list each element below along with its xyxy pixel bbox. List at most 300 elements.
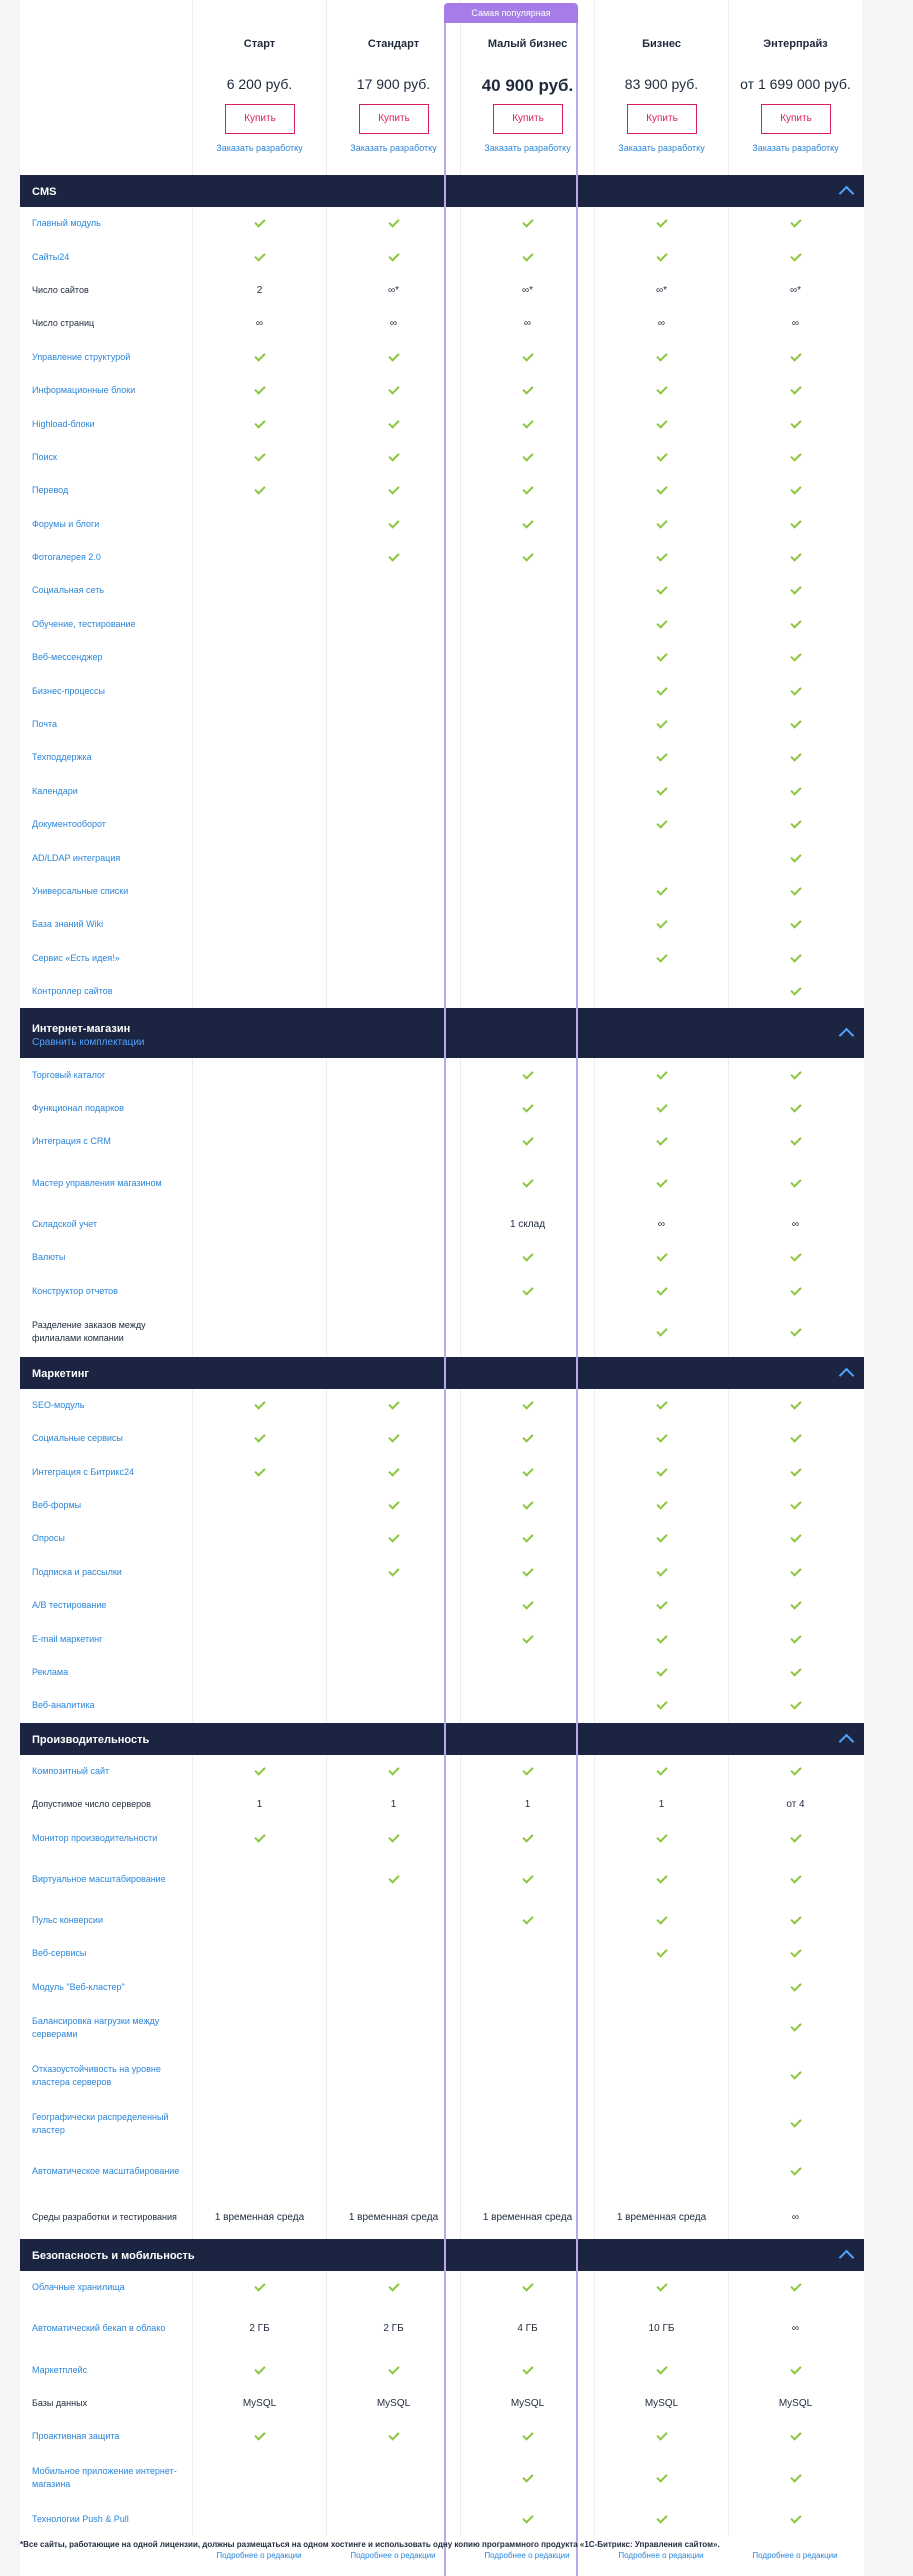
check-icon	[522, 1176, 533, 1187]
feature-cell	[326, 1689, 460, 1722]
feature-cell	[728, 1622, 862, 1655]
feature-label[interactable]: Поиск	[32, 451, 57, 462]
feature-label[interactable]: Маркетплейс	[32, 2364, 88, 2375]
feature-cell	[192, 1241, 326, 1274]
check-icon	[656, 918, 667, 929]
feature-row	[20, 1456, 864, 1489]
feature-label[interactable]: Сайты24	[32, 251, 70, 262]
feature-cell	[460, 608, 594, 641]
check-icon	[522, 417, 533, 428]
feature-cell	[326, 1422, 460, 1455]
feature-row	[20, 374, 864, 407]
buy-button[interactable]: Купить	[359, 104, 429, 134]
feature-cell	[594, 2420, 728, 2453]
check-icon	[656, 2280, 667, 2291]
feature-cell	[192, 2503, 326, 2536]
feature-cell	[594, 1589, 728, 1622]
check-icon	[388, 450, 399, 461]
feature-cell	[326, 1389, 460, 1422]
feature-cell	[326, 207, 460, 240]
feature-row	[20, 2454, 864, 2503]
buy-button[interactable]: Купить	[627, 104, 697, 134]
feature-cell	[594, 407, 728, 440]
check-icon	[790, 1913, 801, 1924]
feature-cell	[460, 374, 594, 407]
feature-cell	[594, 374, 728, 407]
check-icon	[656, 450, 667, 461]
feature-label[interactable]: SEO-модуль	[32, 1399, 85, 1410]
feature-cell	[192, 541, 326, 574]
feature-label[interactable]: Проактивная защита	[32, 2431, 120, 2442]
feature-cell	[326, 2353, 460, 2386]
feature-label[interactable]: Валюты	[32, 1252, 66, 1263]
section-header[interactable]	[20, 2239, 864, 2271]
check-icon	[790, 1764, 801, 1775]
feature-cell	[326, 808, 460, 841]
feature-label[interactable]: A/B тестирование	[32, 1600, 107, 1611]
check-icon	[522, 1398, 533, 1409]
check-icon	[790, 1699, 801, 1710]
check-icon	[522, 2363, 533, 2374]
feature-cell	[728, 1241, 862, 1274]
feature-label[interactable]: Складской учет	[32, 1218, 98, 1229]
feature-cell	[460, 574, 594, 607]
feature-cell	[460, 1308, 594, 1357]
feature-label[interactable]: Веб-сервисы	[32, 1948, 87, 1959]
feature-value: 1	[524, 1799, 531, 1811]
feature-label[interactable]: Облачные хранилища	[32, 2282, 125, 2293]
feature-cell	[460, 1489, 594, 1522]
buy-button[interactable]: Купить	[761, 104, 831, 134]
feature-cell	[594, 1937, 728, 1970]
feature-cell	[192, 407, 326, 440]
check-icon	[656, 684, 667, 695]
feature-label[interactable]: Автоматическое масштабирование	[32, 2166, 180, 2177]
feature-label[interactable]: Мобильное приложение интернет-магазина	[32, 2466, 177, 2490]
feature-row	[20, 1522, 864, 1555]
feature-cell	[728, 1971, 862, 2004]
feature-label[interactable]: Бизнес-процессы	[32, 685, 105, 696]
check-icon	[522, 1632, 533, 1643]
feature-label[interactable]: Функционал подарков	[32, 1102, 124, 1113]
feature-cell	[326, 441, 460, 474]
chevron-up-icon[interactable]	[839, 1028, 855, 1044]
feature-label[interactable]: Контроллер сайтов	[32, 986, 113, 997]
feature-cell	[594, 1622, 728, 1655]
feature-cell	[326, 1904, 460, 1937]
check-icon	[790, 1398, 801, 1409]
check-icon	[254, 2280, 265, 2291]
check-icon	[790, 1432, 801, 1443]
feature-label[interactable]: Пульс конверсии	[32, 1914, 103, 1925]
feature-label: Допустимое число серверов	[32, 1799, 151, 1810]
check-icon	[656, 1872, 667, 1883]
check-icon	[790, 2069, 801, 2080]
check-icon	[790, 651, 801, 662]
feature-cell	[192, 1755, 326, 1788]
feature-cell	[192, 841, 326, 874]
feature-cell	[594, 1821, 728, 1854]
feature-row	[20, 1125, 864, 1158]
feature-cell	[728, 1274, 862, 1307]
feature-cell	[326, 240, 460, 273]
check-icon	[388, 484, 399, 495]
check-icon	[656, 1565, 667, 1576]
plan-column-header	[192, 0, 326, 175]
feature-label: Число страниц	[32, 318, 95, 329]
check-icon	[388, 1398, 399, 1409]
details-link[interactable]: Подробнее о редакции	[350, 2551, 436, 2561]
check-icon	[522, 1532, 533, 1543]
check-icon	[656, 217, 667, 228]
feature-label[interactable]: Фотогалерея 2.0	[32, 552, 101, 563]
feature-label[interactable]: Подписка и рассылки	[32, 1566, 122, 1577]
buy-button[interactable]: Купить	[225, 104, 295, 134]
plan-column-header	[326, 0, 460, 175]
feature-row	[20, 942, 864, 975]
feature-label[interactable]: Календари	[32, 785, 78, 796]
order-development-link[interactable]: Заказать разработку	[350, 143, 437, 153]
order-development-link[interactable]: Заказать разработку	[484, 143, 571, 153]
details-link[interactable]: Подробнее о редакции	[618, 2551, 704, 2561]
order-development-link[interactable]: Заказать разработку	[752, 143, 839, 153]
feature-cell	[326, 2100, 460, 2148]
feature-cell	[460, 2387, 594, 2420]
feature-value: от 4	[786, 1799, 805, 1811]
check-icon	[254, 417, 265, 428]
plan-column-header	[594, 0, 728, 175]
feature-row	[20, 641, 864, 674]
check-icon	[254, 217, 265, 228]
details-link[interactable]: Подробнее о редакции	[484, 2551, 570, 2561]
check-icon	[656, 1398, 667, 1409]
feature-row	[20, 2353, 864, 2386]
feature-cell	[728, 1788, 862, 1821]
compare-link[interactable]: Сравнить комплектации	[32, 1037, 145, 1049]
feature-cell	[728, 240, 862, 273]
feature-cell	[728, 1159, 862, 1208]
feature-cell	[326, 541, 460, 574]
feature-label[interactable]: Географически распределенный кластер	[32, 2111, 169, 2135]
feature-label[interactable]: Композитный сайт	[32, 1765, 110, 1776]
details-link[interactable]: Подробнее о редакции	[216, 2551, 302, 2561]
feature-cell	[594, 674, 728, 707]
feature-cell	[192, 1208, 326, 1241]
feature-cell	[326, 2420, 460, 2453]
feature-label[interactable]: E-mail маркетинг	[32, 1633, 103, 1644]
feature-label[interactable]: Обучение, тестирование	[32, 618, 136, 629]
check-icon	[388, 1565, 399, 1576]
feature-row	[20, 1489, 864, 1522]
feature-value: 1 склад	[509, 1218, 546, 1230]
feature-value: 1	[256, 1799, 263, 1811]
order-development-link[interactable]: Заказать разработку	[618, 143, 705, 153]
feature-cell	[594, 808, 728, 841]
check-icon	[790, 2280, 801, 2291]
feature-cell	[594, 1689, 728, 1722]
feature-cell	[460, 1389, 594, 1422]
feature-cell	[594, 1125, 728, 1158]
feature-row	[20, 1656, 864, 1689]
check-icon	[388, 1872, 399, 1883]
feature-label[interactable]: Форумы и блоги	[32, 518, 100, 529]
check-icon	[656, 751, 667, 762]
feature-value: ∞	[255, 318, 264, 330]
check-icon	[656, 1325, 667, 1336]
feature-value: ∞	[791, 2211, 800, 2223]
chevron-up-icon[interactable]	[839, 2250, 855, 2266]
check-icon	[790, 2512, 801, 2523]
feature-cell	[192, 2304, 326, 2353]
feature-value: ∞	[389, 318, 398, 330]
feature-cell	[326, 2271, 460, 2304]
feature-cell	[460, 942, 594, 975]
check-icon	[522, 350, 533, 361]
check-icon	[522, 1913, 533, 1924]
feature-cell	[460, 1971, 594, 2004]
feature-cell	[326, 2387, 460, 2420]
plans-header	[20, 0, 864, 175]
feature-cell	[460, 641, 594, 674]
feature-label[interactable]: Монитор производительности	[32, 1832, 158, 1843]
feature-row	[20, 1058, 864, 1091]
feature-cell	[460, 1656, 594, 1689]
section-header[interactable]	[20, 1723, 864, 1755]
feature-row	[20, 307, 864, 340]
order-development-link[interactable]: Заказать разработку	[216, 143, 303, 153]
feature-row	[20, 2196, 864, 2239]
feature-label[interactable]: База знаний Wiki	[32, 919, 104, 930]
feature-cell	[192, 2271, 326, 2304]
feature-cell	[326, 1241, 460, 1274]
feature-cell	[728, 641, 862, 674]
feature-label[interactable]: Интеграция с CRM	[32, 1136, 111, 1147]
feature-cell	[728, 942, 862, 975]
feature-label[interactable]: Управление структурой	[32, 351, 131, 362]
feature-label[interactable]: Информационные блоки	[32, 385, 136, 396]
feature-cell	[326, 2052, 460, 2100]
feature-label[interactable]: Техподдержка	[32, 752, 92, 763]
feature-value: 4 ГБ	[517, 2323, 538, 2335]
check-icon	[656, 1831, 667, 1842]
feature-label[interactable]: Отказоустойчивость на уровне кластера серверов	[32, 2063, 161, 2087]
feature-cell	[192, 1904, 326, 1937]
feature-cell	[728, 2304, 862, 2353]
feature-value: ∞*	[655, 284, 668, 296]
feature-label[interactable]: Главный модуль	[32, 218, 101, 229]
feature-cell	[326, 307, 460, 340]
feature-cell	[594, 240, 728, 273]
feature-cell	[460, 1622, 594, 1655]
feature-cell	[460, 841, 594, 874]
check-icon	[522, 1432, 533, 1443]
feature-label[interactable]: Сервис «Есть идея!»	[32, 952, 120, 963]
feature-cell	[728, 2196, 862, 2239]
chevron-up-icon[interactable]	[839, 186, 855, 202]
buy-button[interactable]: Купить	[493, 104, 563, 134]
feature-cell	[460, 1788, 594, 1821]
section-header[interactable]	[20, 175, 864, 207]
feature-cell	[728, 1855, 862, 1904]
feature-cell	[326, 1092, 460, 1125]
feature-cell	[460, 1159, 594, 1208]
feature-row	[20, 1159, 864, 1208]
feature-label[interactable]: Интеграция с Битрикс24	[32, 1466, 134, 1477]
feature-cell	[728, 2100, 862, 2148]
check-icon	[656, 2430, 667, 2441]
feature-label[interactable]: Модуль "Веб-кластер"	[32, 1981, 125, 1992]
check-icon	[790, 250, 801, 261]
check-icon	[656, 484, 667, 495]
feature-row	[20, 274, 864, 307]
check-icon	[790, 484, 801, 495]
feature-cell	[460, 1092, 594, 1125]
feature-cell	[594, 2271, 728, 2304]
feature-value: 10 ГБ	[648, 2323, 675, 2335]
feature-label[interactable]: Мастер управления магазином	[32, 1177, 162, 1188]
check-icon	[388, 1432, 399, 1443]
check-icon	[254, 1465, 265, 1476]
check-icon	[254, 250, 265, 261]
feature-label[interactable]: Веб-формы	[32, 1500, 82, 1511]
feature-cell	[192, 1456, 326, 1489]
feature-cell	[594, 1556, 728, 1589]
feature-cell	[192, 2420, 326, 2453]
feature-cell	[326, 274, 460, 307]
check-icon	[522, 1565, 533, 1576]
check-icon	[522, 1872, 533, 1883]
feature-cell	[460, 1208, 594, 1241]
feature-label[interactable]: Универсальные списки	[32, 886, 129, 896]
feature-cell	[728, 708, 862, 741]
feature-label[interactable]: Почта	[32, 719, 57, 730]
feature-cell	[594, 2304, 728, 2353]
feature-cell	[192, 775, 326, 808]
feature-label[interactable]: Социальная сеть	[32, 585, 104, 596]
feature-row	[20, 1622, 864, 1655]
feature-cell	[728, 2420, 862, 2453]
feature-cell	[192, 2196, 326, 2239]
feature-row	[20, 708, 864, 741]
feature-cell	[192, 1971, 326, 2004]
feature-cell	[192, 1125, 326, 1158]
check-icon	[790, 1532, 801, 1543]
details-link[interactable]: Подробнее о редакции	[752, 2551, 838, 2561]
feature-cell	[728, 2271, 862, 2304]
feature-cell	[728, 207, 862, 240]
feature-row	[20, 1788, 864, 1821]
feature-cell	[594, 641, 728, 674]
feature-label[interactable]: Технологии Push & Pull	[32, 2513, 129, 2524]
check-icon	[388, 1831, 399, 1842]
feature-row	[20, 808, 864, 841]
check-icon	[522, 2471, 533, 2482]
feature-label[interactable]: Торговый каталог	[32, 1069, 106, 1080]
feature-cell	[460, 1522, 594, 1555]
check-icon	[790, 918, 801, 929]
feature-label[interactable]: Реклама	[32, 1667, 69, 1678]
feature-value: MySQL	[242, 2397, 277, 2409]
feature-cell	[594, 2100, 728, 2148]
feature-label[interactable]: Перевод	[32, 485, 69, 496]
feature-row	[20, 1589, 864, 1622]
feature-row	[20, 1937, 864, 1970]
check-icon	[656, 1632, 667, 1643]
check-icon	[790, 1068, 801, 1079]
feature-label[interactable]: Социальные сервисы	[32, 1433, 123, 1444]
feature-cell	[728, 1821, 862, 1854]
feature-cell	[326, 2304, 460, 2353]
feature-cell	[192, 574, 326, 607]
feature-row	[20, 1308, 864, 1357]
feature-label[interactable]: Документооборот	[32, 819, 106, 830]
check-icon	[790, 884, 801, 895]
feature-value: 1 временная среда	[214, 2211, 305, 2223]
feature-cell	[460, 307, 594, 340]
feature-cell	[460, 808, 594, 841]
feature-label[interactable]: Балансировка нагрузки между серверами	[32, 2015, 160, 2039]
feature-label[interactable]: Виртуальное масштабирование	[32, 1873, 166, 1884]
feature-label: Число сайтов	[32, 284, 89, 295]
check-icon	[656, 1101, 667, 1112]
feature-cell	[728, 1656, 862, 1689]
feature-label[interactable]: Highload-блоки	[32, 418, 95, 429]
feature-cell	[460, 2420, 594, 2453]
check-icon	[254, 1432, 265, 1443]
feature-cell	[326, 942, 460, 975]
feature-label[interactable]: Веб-аналитика	[32, 1700, 95, 1711]
section-header[interactable]	[20, 1008, 864, 1058]
plan-price: 17 900 руб.	[356, 76, 431, 92]
feature-label[interactable]: Опросы	[32, 1533, 65, 1544]
feature-cell	[728, 574, 862, 607]
check-icon	[254, 350, 265, 361]
check-icon	[656, 1068, 667, 1079]
feature-cell	[192, 908, 326, 941]
feature-label[interactable]: Конструктор отчетов	[32, 1285, 118, 1296]
feature-cell	[192, 2353, 326, 2386]
feature-row	[20, 841, 864, 874]
check-icon	[790, 851, 801, 862]
feature-row	[20, 240, 864, 273]
chevron-up-icon[interactable]	[839, 1367, 855, 1383]
feature-label[interactable]: Автоматический бекап в облако	[32, 2323, 166, 2334]
feature-cell	[728, 541, 862, 574]
feature-cell	[192, 374, 326, 407]
check-icon	[656, 1250, 667, 1261]
chevron-up-icon[interactable]	[839, 1733, 855, 1749]
feature-cell	[192, 875, 326, 908]
feature-cell	[326, 1755, 460, 1788]
feature-cell	[728, 775, 862, 808]
check-icon	[790, 584, 801, 595]
section-header[interactable]	[20, 1357, 864, 1389]
feature-cell	[460, 2004, 594, 2052]
feature-cell	[460, 1589, 594, 1622]
check-icon	[790, 2117, 801, 2128]
check-icon	[790, 217, 801, 228]
feature-cell	[192, 1821, 326, 1854]
feature-cell	[728, 274, 862, 307]
feature-cell	[460, 508, 594, 541]
check-icon	[656, 1432, 667, 1443]
feature-label[interactable]: Веб-мессенджер	[32, 652, 103, 663]
feature-label[interactable]: AD/LDAP интеграция	[32, 852, 121, 863]
feature-cell	[460, 1274, 594, 1307]
feature-cell	[594, 207, 728, 240]
plan-price: от 1 699 000 руб.	[740, 76, 851, 92]
feature-cell	[326, 2004, 460, 2052]
